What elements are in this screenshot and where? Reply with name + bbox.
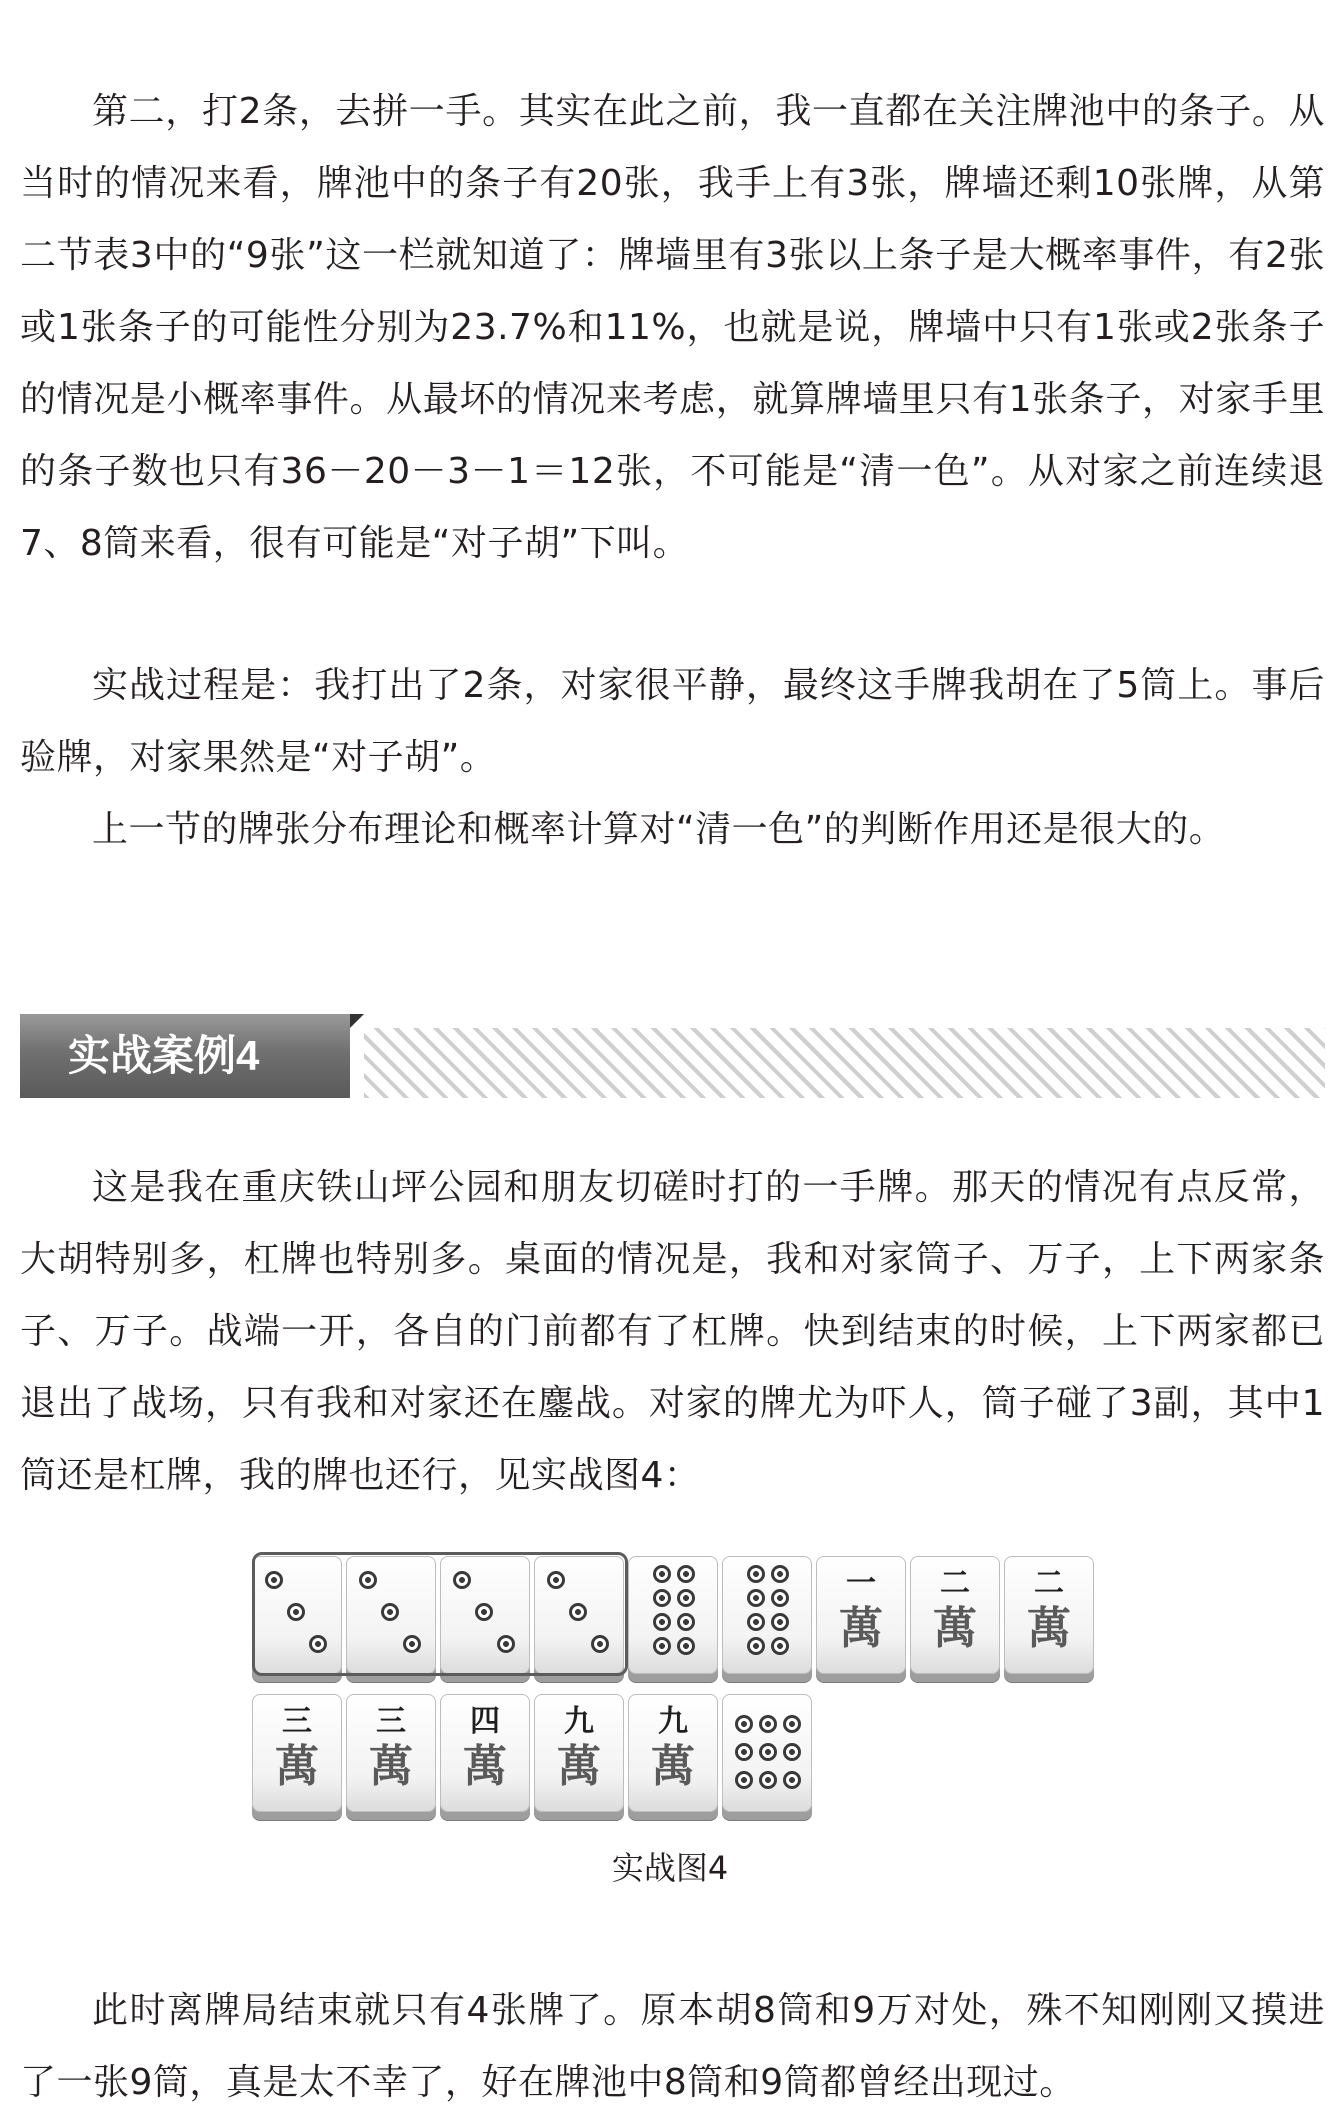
tile-number: 九 — [658, 1704, 688, 1739]
mahjong-hand-figure — [252, 1556, 1092, 1816]
tile-wan-character: 萬 — [463, 1741, 507, 1792]
eight-circles-tile-icon — [629, 1557, 717, 1673]
circle-pip-icon — [783, 1743, 801, 1761]
circle-pip-icon — [735, 1771, 753, 1789]
section-title: 实战案例4 — [20, 1014, 350, 1098]
header-notch-decoration — [350, 1014, 364, 1028]
tile-number: 四 — [470, 1704, 500, 1739]
three-circles-tile-icon — [535, 1557, 623, 1673]
circle-pip-icon — [759, 1771, 777, 1789]
three-circles-tile-icon — [441, 1557, 529, 1673]
circle-pip-icon — [653, 1613, 671, 1631]
mahjong-tile — [440, 1556, 530, 1674]
circle-pip-icon — [771, 1565, 789, 1583]
tile-wan-character: 萬 — [369, 1741, 413, 1792]
mahjong-tile — [910, 1556, 1000, 1674]
eight-circles-tile-icon — [723, 1557, 811, 1673]
circle-pip-icon — [381, 1603, 399, 1621]
circle-pip-icon — [403, 1635, 421, 1653]
circle-pip-icon — [747, 1613, 765, 1631]
circle-pip-icon — [735, 1743, 753, 1761]
circle-pip-icon — [453, 1571, 471, 1589]
circle-pip-icon — [287, 1603, 305, 1621]
three-circles-tile-icon — [253, 1557, 341, 1673]
paragraph-2: 实战过程是：我打出了2条，对家很平静，最终这手牌我胡在了5筒上。事后验牌，对家果然是“对子胡”。 — [20, 665, 1325, 778]
paragraph-4: 这是我在重庆铁山坪公园和朋友切磋时打的一手牌。那天的情况有点反常，大胡特别多，杠牌也特别多。桌面的情况是，我和对家筒子、万子，上下两家条子、万子。战端一开，各自的门前都有了杠牌。快到结束的时候，上下两家都已退出了战场，只有我和对家还在鏖战。对家的牌尤为吓人，筒子碰了3副，其中1筒还是杠牌，我的牌也还行，见实战图4： — [20, 1167, 1325, 1496]
mahjong-tile — [628, 1556, 718, 1674]
tile-wan-character: 萬 — [651, 1741, 695, 1792]
mahjong-tile — [346, 1556, 436, 1674]
circle-pip-icon — [591, 1635, 609, 1653]
mahjong-tile — [722, 1556, 812, 1674]
tile-number: 二 — [1034, 1566, 1064, 1601]
tile-number: 三 — [282, 1704, 312, 1739]
circle-pip-icon — [759, 1715, 777, 1733]
mahjong-tile — [534, 1556, 624, 1674]
circle-pip-icon — [783, 1715, 801, 1733]
tile-number: 二 — [940, 1566, 970, 1601]
circle-pip-icon — [309, 1635, 327, 1653]
circle-pip-icon — [653, 1637, 671, 1655]
tile-wan-character: 萬 — [933, 1603, 977, 1654]
paragraph-1: 第二，打2条，去拼一手。其实在此之前，我一直都在关注牌池中的条子。从当时的情况来看，牌池中的条子有20张，我手上有3张，牌墙还剩10张牌，从第二节表3中的“9张”这一栏就知道了：牌墙里有3张以上条子是大概率事件，有2张或1张条子的可能性分别为23.7%和11%，也就是说，牌墙中只有1张或2张条子的情况是小概率事件。从最坏的情况来考虑，就算牌墙里只有1张条子，对家手里的条子数也只有36－20－3－1＝12张，不可能是“清一色”。从对家之前连续退7、8筒来看，很有可能是“对子胡”下叫。 — [20, 91, 1325, 564]
tile-number: 一 — [846, 1566, 876, 1601]
circle-pip-icon — [735, 1715, 753, 1733]
circle-pip-icon — [783, 1771, 801, 1789]
circle-pip-icon — [265, 1571, 283, 1589]
mahjong-tile — [722, 1694, 812, 1812]
circle-pip-icon — [677, 1637, 695, 1655]
figure-caption: 实战图4 — [611, 1849, 729, 1887]
circle-pip-icon — [677, 1565, 695, 1583]
circle-pip-icon — [359, 1571, 377, 1589]
tile-wan-character: 萬 — [557, 1741, 601, 1792]
tile-row-1 — [252, 1556, 1098, 1674]
mahjong-tile — [252, 1556, 342, 1674]
mahjong-tile — [534, 1694, 624, 1812]
tile-number: 三 — [376, 1704, 406, 1739]
tile-number: 九 — [564, 1704, 594, 1739]
tile-wan-character: 萬 — [275, 1741, 319, 1792]
circle-pip-icon — [747, 1565, 765, 1583]
circle-pip-icon — [475, 1603, 493, 1621]
paragraph-5: 此时离牌局结束就只有4张牌了。原本胡8筒和9万对处，殊不知刚刚又摸进了一张9筒，真是太不幸了，好在牌池中8筒和9筒都曾经出现过。 — [20, 1990, 1325, 2103]
header-stripes-decoration — [364, 1028, 1325, 1098]
circle-pip-icon — [677, 1589, 695, 1607]
circle-pip-icon — [677, 1613, 695, 1631]
circle-pip-icon — [653, 1565, 671, 1583]
circle-pip-icon — [547, 1571, 565, 1589]
mahjong-tile — [440, 1694, 530, 1812]
circle-pip-icon — [771, 1589, 789, 1607]
mahjong-tile — [1004, 1556, 1094, 1674]
circle-pip-icon — [747, 1637, 765, 1655]
circle-pip-icon — [497, 1635, 515, 1653]
mahjong-tile — [628, 1694, 718, 1812]
three-circles-tile-icon — [347, 1557, 435, 1673]
circle-pip-icon — [747, 1589, 765, 1607]
paragraph-3: 上一节的牌张分布理论和概率计算对“清一色”的判断作用还是很大的。 — [92, 809, 1226, 850]
circle-pip-icon — [771, 1637, 789, 1655]
tile-wan-character: 萬 — [839, 1603, 883, 1654]
nine-circles-tile-icon — [723, 1695, 811, 1811]
mahjong-tile — [816, 1556, 906, 1674]
mahjong-tile — [252, 1694, 342, 1812]
circle-pip-icon — [771, 1613, 789, 1631]
tile-row-2 — [252, 1694, 816, 1812]
mahjong-tile — [346, 1694, 436, 1812]
circle-pip-icon — [653, 1589, 671, 1607]
section-header — [20, 1008, 1325, 1098]
tile-wan-character: 萬 — [1027, 1603, 1071, 1654]
circle-pip-icon — [759, 1743, 777, 1761]
circle-pip-icon — [569, 1603, 587, 1621]
